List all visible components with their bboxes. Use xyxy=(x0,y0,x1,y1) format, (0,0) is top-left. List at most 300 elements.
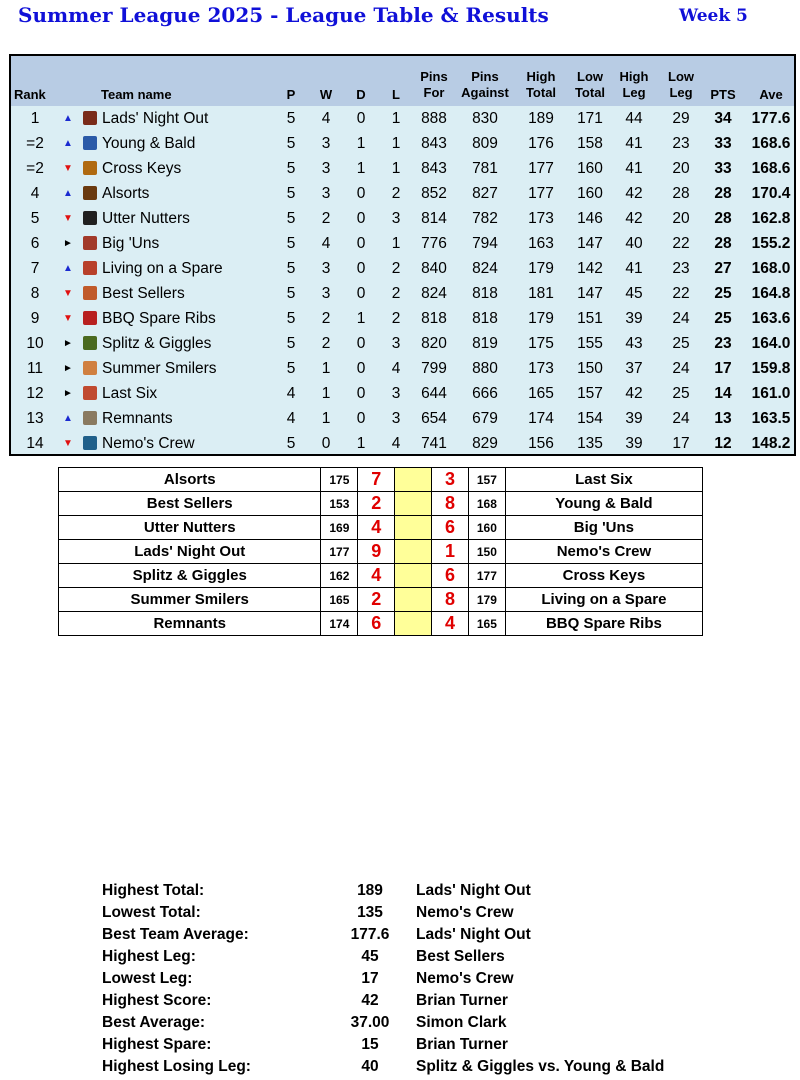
home-team: Lads' Night Out xyxy=(59,540,321,564)
cell-ht: 175 xyxy=(528,335,554,352)
cell-lt: 146 xyxy=(577,210,603,227)
cell-ave: 170.4 xyxy=(751,185,791,202)
cell-w: 3 xyxy=(321,185,331,202)
cell-pts: 28 xyxy=(714,185,732,202)
stat-label: Best Team Average: xyxy=(102,926,249,943)
table-row xyxy=(11,181,794,206)
no-change-icon: ► xyxy=(63,338,73,349)
col-high-total-line2: Total xyxy=(525,85,557,100)
cell-lt: 142 xyxy=(577,260,603,277)
cell-hl: 44 xyxy=(625,110,643,127)
result-row xyxy=(59,516,703,540)
away-score: 8 xyxy=(432,492,469,516)
page-title: Summer League 2025 - League Table & Results xyxy=(18,3,549,27)
cell-d: 1 xyxy=(356,160,366,177)
col-pins-against xyxy=(458,69,512,101)
cell-lt: 160 xyxy=(577,185,603,202)
away-team: Big 'Uns xyxy=(505,516,702,540)
rank-cell: 10 xyxy=(26,335,44,352)
cell-w: 2 xyxy=(321,210,331,227)
cell-ht: 181 xyxy=(528,285,554,302)
team-logo-icon xyxy=(83,161,97,175)
home-team: Best Sellers xyxy=(59,492,321,516)
cell-hl: 40 xyxy=(625,235,643,252)
stat-value: 37.00 xyxy=(350,1014,390,1031)
team-name: Nemo's Crew xyxy=(102,435,195,452)
team-logo-icon xyxy=(83,436,97,450)
col-low-leg-line1: Low xyxy=(668,69,694,84)
team-name: Young & Bald xyxy=(102,135,196,152)
cell-lt: 154 xyxy=(577,410,603,427)
team-logo-icon xyxy=(83,186,97,200)
cell-ht: 156 xyxy=(528,435,554,452)
cell-pf: 852 xyxy=(421,185,447,202)
cell-pts: 34 xyxy=(714,110,732,127)
rank-cell: 12 xyxy=(26,385,44,402)
col-pins-against-line1: Pins xyxy=(471,69,499,84)
results-body xyxy=(59,468,703,636)
cell-ll: 20 xyxy=(672,160,690,177)
away-team: Cross Keys xyxy=(505,564,702,588)
cell-l: 2 xyxy=(391,285,401,302)
cell-hl: 41 xyxy=(625,260,643,277)
cell-d: 0 xyxy=(356,285,366,302)
away-score: 3 xyxy=(432,468,469,492)
rank-cell: 4 xyxy=(30,185,40,202)
league-table-header xyxy=(11,56,794,106)
home-team: Alsorts xyxy=(59,468,321,492)
rank-cell: 9 xyxy=(30,310,40,327)
col-p: P xyxy=(286,87,296,102)
table-row xyxy=(11,306,794,331)
stat-label: Highest Spare: xyxy=(102,1036,212,1053)
score-divider xyxy=(395,612,432,636)
cell-ll: 28 xyxy=(672,185,690,202)
results-table xyxy=(58,467,703,636)
away-score: 1 xyxy=(432,540,469,564)
stat-holder: Splitz & Giggles vs. Young & Bald xyxy=(416,1058,665,1075)
cell-ll: 17 xyxy=(672,435,690,452)
cell-lt: 147 xyxy=(577,285,603,302)
result-row xyxy=(59,468,703,492)
away-total: 179 xyxy=(468,588,505,612)
col-low-leg-line2: Leg xyxy=(669,85,693,100)
move-up-icon: ▲ xyxy=(63,263,73,274)
cell-p: 5 xyxy=(286,360,296,377)
cell-p: 4 xyxy=(286,385,296,402)
cell-pf: 799 xyxy=(421,360,447,377)
stat-holder: Lads' Night Out xyxy=(416,926,531,943)
cell-pa: 809 xyxy=(472,135,498,152)
home-total: 169 xyxy=(321,516,358,540)
cell-ht: 179 xyxy=(528,260,554,277)
cell-w: 3 xyxy=(321,260,331,277)
stat-label: Highest Leg: xyxy=(102,948,196,965)
stat-label: Lowest Total: xyxy=(102,904,201,921)
cell-hl: 42 xyxy=(625,185,643,202)
cell-pts: 17 xyxy=(714,360,732,377)
move-up-icon: ▲ xyxy=(63,413,73,424)
cell-p: 5 xyxy=(286,110,296,127)
cell-d: 0 xyxy=(356,260,366,277)
cell-pts: 12 xyxy=(714,435,732,452)
cell-p: 5 xyxy=(286,135,296,152)
result-row xyxy=(59,612,703,636)
result-row xyxy=(59,564,703,588)
stat-holder: Lads' Night Out xyxy=(416,882,531,899)
cell-hl: 39 xyxy=(625,410,643,427)
stat-label: Highest Total: xyxy=(102,882,205,899)
home-score: 2 xyxy=(358,492,395,516)
cell-lt: 150 xyxy=(577,360,603,377)
cell-ht: 174 xyxy=(528,410,554,427)
cell-ht: 173 xyxy=(528,210,554,227)
cell-lt: 171 xyxy=(577,110,603,127)
cell-d: 0 xyxy=(356,235,366,252)
rank-cell: 5 xyxy=(30,210,40,227)
rank-cell: 13 xyxy=(26,410,44,427)
cell-l: 3 xyxy=(391,210,401,227)
col-high-leg xyxy=(614,69,654,101)
cell-ave: 163.6 xyxy=(751,310,791,327)
stat-value: 17 xyxy=(361,970,379,987)
cell-pa: 880 xyxy=(472,360,498,377)
team-name: BBQ Spare Ribs xyxy=(102,310,216,327)
cell-lt: 147 xyxy=(577,235,603,252)
away-team: Living on a Spare xyxy=(505,588,702,612)
col-pts: PTS xyxy=(710,87,736,102)
away-total: 157 xyxy=(468,468,505,492)
cell-ave: 168.0 xyxy=(751,260,791,277)
cell-ll: 25 xyxy=(672,385,690,402)
cell-ll: 29 xyxy=(672,110,690,127)
team-name: Lads' Night Out xyxy=(102,110,209,127)
home-score: 4 xyxy=(358,564,395,588)
away-score: 8 xyxy=(432,588,469,612)
move-up-icon: ▲ xyxy=(63,113,73,124)
stat-holder: Brian Turner xyxy=(416,1036,508,1053)
no-change-icon: ► xyxy=(63,238,73,249)
cell-pa: 830 xyxy=(472,110,498,127)
cell-pts: 33 xyxy=(714,160,732,177)
team-name: Best Sellers xyxy=(102,285,185,302)
cell-hl: 43 xyxy=(625,335,643,352)
score-divider xyxy=(395,468,432,492)
cell-ll: 20 xyxy=(672,210,690,227)
move-up-icon: ▲ xyxy=(63,188,73,199)
cell-ll: 22 xyxy=(672,235,690,252)
cell-p: 5 xyxy=(286,160,296,177)
cell-ll: 23 xyxy=(672,135,690,152)
cell-w: 2 xyxy=(321,310,331,327)
home-total: 174 xyxy=(321,612,358,636)
team-name: Utter Nutters xyxy=(102,210,190,227)
score-divider xyxy=(395,516,432,540)
cell-pf: 776 xyxy=(421,235,447,252)
cell-d: 0 xyxy=(356,335,366,352)
cell-ht: 165 xyxy=(528,385,554,402)
away-team: Last Six xyxy=(505,468,702,492)
cell-d: 0 xyxy=(356,185,366,202)
cell-l: 4 xyxy=(391,435,401,452)
home-total: 175 xyxy=(321,468,358,492)
cell-ht: 179 xyxy=(528,310,554,327)
move-down-icon: ▼ xyxy=(63,213,73,224)
cell-p: 5 xyxy=(286,210,296,227)
cell-pts: 27 xyxy=(714,260,732,277)
stat-value: 15 xyxy=(361,1036,379,1053)
cell-w: 4 xyxy=(321,110,331,127)
cell-pf: 818 xyxy=(421,310,447,327)
team-name: Splitz & Giggles xyxy=(102,335,212,352)
col-rank: Rank xyxy=(14,87,46,102)
cell-lt: 160 xyxy=(577,160,603,177)
home-score: 2 xyxy=(358,588,395,612)
cell-pa: 827 xyxy=(472,185,498,202)
cell-ht: 173 xyxy=(528,360,554,377)
away-score: 6 xyxy=(432,564,469,588)
stat-value: 45 xyxy=(361,948,379,965)
stat-holder: Nemo's Crew xyxy=(416,970,514,987)
team-logo-icon xyxy=(83,111,97,125)
cell-pa: 782 xyxy=(472,210,498,227)
cell-pts: 33 xyxy=(714,135,732,152)
cell-w: 1 xyxy=(321,385,331,402)
home-team: Summer Smilers xyxy=(59,588,321,612)
team-logo-icon xyxy=(83,386,97,400)
home-score: 7 xyxy=(358,468,395,492)
team-logo-icon xyxy=(83,336,97,350)
home-score: 9 xyxy=(358,540,395,564)
col-pins-for xyxy=(413,69,455,101)
table-row xyxy=(11,356,794,381)
cell-pf: 654 xyxy=(421,410,447,427)
cell-d: 0 xyxy=(356,385,366,402)
home-team: Utter Nutters xyxy=(59,516,321,540)
home-total: 162 xyxy=(321,564,358,588)
no-change-icon: ► xyxy=(63,388,73,399)
cell-ll: 24 xyxy=(672,410,690,427)
cell-hl: 42 xyxy=(625,210,643,227)
cell-l: 1 xyxy=(391,110,401,127)
cell-l: 4 xyxy=(391,360,401,377)
cell-l: 2 xyxy=(391,185,401,202)
team-logo-icon xyxy=(83,411,97,425)
cell-ht: 163 xyxy=(528,235,554,252)
cell-pts: 28 xyxy=(714,235,732,252)
col-high-leg-line1: High xyxy=(619,69,649,84)
cell-p: 5 xyxy=(286,335,296,352)
rank-cell: 11 xyxy=(26,360,44,377)
cell-pts: 28 xyxy=(714,210,732,227)
cell-pts: 25 xyxy=(714,310,732,327)
cell-ave: 161.0 xyxy=(751,385,791,402)
cell-lt: 158 xyxy=(577,135,603,152)
cell-p: 5 xyxy=(286,260,296,277)
cell-pf: 741 xyxy=(421,435,447,452)
cell-ave: 148.2 xyxy=(751,435,791,452)
team-name: Alsorts xyxy=(102,185,150,202)
col-low-leg xyxy=(661,69,701,101)
cell-w: 4 xyxy=(321,235,331,252)
away-team: Nemo's Crew xyxy=(505,540,702,564)
away-team: BBQ Spare Ribs xyxy=(505,612,702,636)
cell-l: 1 xyxy=(391,235,401,252)
cell-ht: 177 xyxy=(528,160,554,177)
result-row xyxy=(59,540,703,564)
stat-value: 42 xyxy=(361,992,379,1009)
col-d: D xyxy=(356,87,366,102)
stat-label: Highest Score: xyxy=(102,992,212,1009)
cell-pa: 679 xyxy=(472,410,498,427)
stat-value: 40 xyxy=(361,1058,379,1075)
cell-ll: 25 xyxy=(672,335,690,352)
cell-l: 2 xyxy=(391,310,401,327)
cell-pa: 794 xyxy=(472,235,498,252)
cell-p: 5 xyxy=(286,185,296,202)
stat-label: Lowest Leg: xyxy=(102,970,193,987)
cell-pf: 888 xyxy=(421,110,447,127)
cell-ave: 159.8 xyxy=(751,360,791,377)
team-logo-icon xyxy=(83,236,97,250)
cell-w: 3 xyxy=(321,160,331,177)
team-name: Remnants xyxy=(102,410,173,427)
cell-l: 3 xyxy=(391,385,401,402)
cell-ll: 22 xyxy=(672,285,690,302)
away-total: 150 xyxy=(468,540,505,564)
home-total: 153 xyxy=(321,492,358,516)
cell-ht: 176 xyxy=(528,135,554,152)
move-down-icon: ▼ xyxy=(63,438,73,449)
cell-d: 0 xyxy=(356,210,366,227)
cell-d: 1 xyxy=(356,310,366,327)
cell-pf: 824 xyxy=(421,285,447,302)
score-divider xyxy=(395,540,432,564)
col-pins-for-line2: For xyxy=(423,85,445,100)
team-logo-icon xyxy=(83,261,97,275)
home-score: 6 xyxy=(358,612,395,636)
result-row xyxy=(59,588,703,612)
cell-w: 2 xyxy=(321,335,331,352)
cell-w: 0 xyxy=(321,435,331,452)
col-high-total xyxy=(519,69,563,101)
table-row xyxy=(11,431,794,456)
cell-w: 1 xyxy=(321,360,331,377)
cell-hl: 39 xyxy=(625,310,643,327)
cell-ht: 177 xyxy=(528,185,554,202)
table-row xyxy=(11,106,794,131)
col-low-total xyxy=(568,69,612,101)
cell-ll: 24 xyxy=(672,360,690,377)
move-up-icon: ▲ xyxy=(63,138,73,149)
rank-cell: 14 xyxy=(26,435,44,452)
away-total: 177 xyxy=(468,564,505,588)
rank-cell: 7 xyxy=(30,260,40,277)
col-pins-against-line2: Against xyxy=(461,85,509,100)
cell-ave: 155.2 xyxy=(751,235,791,252)
stat-value: 189 xyxy=(357,882,383,899)
cell-pf: 843 xyxy=(421,135,447,152)
team-name: Last Six xyxy=(102,385,158,402)
cell-pa: 818 xyxy=(472,285,498,302)
cell-ave: 177.6 xyxy=(751,110,791,127)
cell-ave: 162.8 xyxy=(751,210,791,227)
stat-holder: Nemo's Crew xyxy=(416,904,514,921)
cell-lt: 151 xyxy=(577,310,603,327)
cell-pa: 819 xyxy=(472,335,498,352)
col-team: Team name xyxy=(101,87,172,102)
home-team: Remnants xyxy=(59,612,321,636)
cell-ave: 164.0 xyxy=(751,335,791,352)
home-total: 177 xyxy=(321,540,358,564)
score-divider xyxy=(395,492,432,516)
move-down-icon: ▼ xyxy=(63,313,73,324)
team-logo-icon xyxy=(83,311,97,325)
col-high-leg-line2: Leg xyxy=(622,85,646,100)
col-l: L xyxy=(392,87,400,102)
away-total: 165 xyxy=(468,612,505,636)
rank-cell: 1 xyxy=(30,110,40,127)
away-team: Young & Bald xyxy=(505,492,702,516)
table-row xyxy=(11,131,794,156)
stat-holder: Simon Clark xyxy=(416,1014,507,1031)
cell-ll: 24 xyxy=(672,310,690,327)
cell-pts: 14 xyxy=(714,385,732,402)
cell-pts: 23 xyxy=(714,335,732,352)
cell-d: 1 xyxy=(356,135,366,152)
team-logo-icon xyxy=(83,286,97,300)
cell-hl: 37 xyxy=(625,360,643,377)
stat-label: Best Average: xyxy=(102,1014,206,1031)
col-w: W xyxy=(319,87,333,102)
cell-ll: 23 xyxy=(672,260,690,277)
team-logo-icon xyxy=(83,211,97,225)
home-score: 4 xyxy=(358,516,395,540)
away-total: 160 xyxy=(468,516,505,540)
home-team: Splitz & Giggles xyxy=(59,564,321,588)
cell-pa: 824 xyxy=(472,260,498,277)
cell-pts: 13 xyxy=(714,410,732,427)
team-name: Big 'Uns xyxy=(102,235,160,252)
cell-lt: 157 xyxy=(577,385,603,402)
team-logo-icon xyxy=(83,136,97,150)
cell-p: 4 xyxy=(286,410,296,427)
cell-w: 3 xyxy=(321,135,331,152)
team-name: Summer Smilers xyxy=(102,360,217,377)
cell-w: 3 xyxy=(321,285,331,302)
cell-pf: 814 xyxy=(421,210,447,227)
cell-l: 1 xyxy=(391,160,401,177)
cell-p: 5 xyxy=(286,285,296,302)
cell-ave: 164.8 xyxy=(751,285,791,302)
cell-pa: 829 xyxy=(472,435,498,452)
cell-pa: 818 xyxy=(472,310,498,327)
league-table xyxy=(9,54,796,456)
cell-lt: 155 xyxy=(577,335,603,352)
no-change-icon: ► xyxy=(63,363,73,374)
cell-l: 3 xyxy=(391,335,401,352)
move-down-icon: ▼ xyxy=(63,163,73,174)
stat-holder: Best Sellers xyxy=(416,948,505,965)
col-low-total-line2: Total xyxy=(574,85,606,100)
table-row xyxy=(11,206,794,231)
team-name: Living on a Spare xyxy=(102,260,223,277)
cell-l: 2 xyxy=(391,260,401,277)
stat-label: Highest Losing Leg: xyxy=(102,1058,251,1075)
table-row xyxy=(11,406,794,431)
cell-p: 5 xyxy=(286,235,296,252)
col-high-total-line1: High xyxy=(526,69,556,84)
